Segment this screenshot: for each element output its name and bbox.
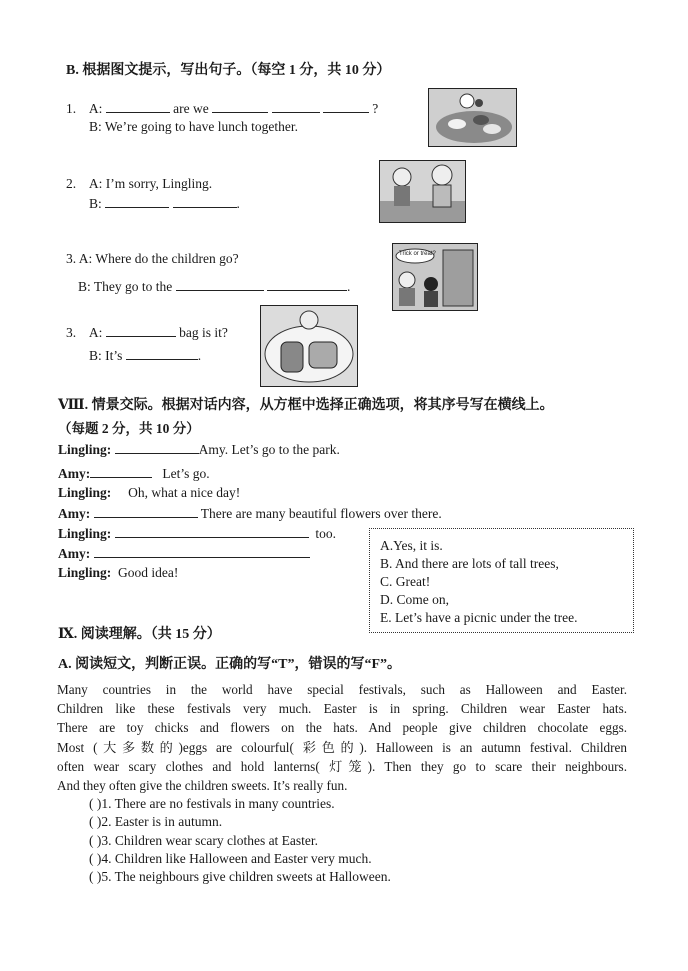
q1-blank-4[interactable] (323, 100, 369, 113)
q4-b-speaker: B: It’s (89, 348, 123, 363)
statement-text: 5. The neighbours give children sweets at Halloween. (101, 869, 391, 884)
dialogue-text-1: Amy. Let’s go to the park. (198, 442, 340, 457)
passage-line: Children like these festivals very much. Easter is in spring. Children wear Easter hats. (57, 701, 627, 717)
q1-answer-b: B: We’re going to have lunch together. (89, 119, 298, 134)
dialogue-line-3 (58, 485, 240, 501)
statement-text: 4. Children like Halloween and Easter very much. (101, 851, 372, 866)
speaker-lingling: Lingling: (58, 485, 112, 500)
q2-children-picture (379, 160, 466, 223)
q4-number: 3. (66, 325, 77, 340)
dialogue-line-2 (58, 465, 210, 482)
q1-a-speaker: A: (88, 101, 103, 116)
q2-b-speaker: B: (89, 196, 102, 211)
answer-paren-3[interactable]: ( ) (89, 833, 102, 848)
q2-answer-line (89, 195, 240, 212)
answer-paren-1[interactable]: ( ) (89, 796, 102, 811)
dialogue-text-5: too. (315, 526, 337, 541)
q3-b-text: B: They go to the (78, 279, 173, 294)
q2-b-end: . (236, 196, 240, 211)
q2-blank-2[interactable] (173, 195, 237, 208)
dialogue-line-4 (58, 505, 442, 522)
section-viii-subheading: （每题 2 分，共 10 分） (58, 421, 200, 436)
q4-bag-picture (260, 305, 358, 387)
dialogue-text-4: There are many beautiful flowers over there. (200, 506, 442, 521)
section-ix-subheading: A. 阅读短文，判断正误。正确的写“T”，错误的写“F”。 (58, 657, 401, 672)
q1-question-line (66, 100, 378, 117)
answer-paren-4[interactable]: ( ) (89, 851, 102, 866)
q2-number: 2. (66, 176, 77, 191)
q4-b-end: . (197, 348, 202, 363)
dialogue-line-6 (58, 545, 310, 562)
speaker-lingling: Lingling: (58, 526, 112, 541)
q1-a-end: ? (372, 101, 379, 116)
dialogue-text-3: Oh, what a nice day! (128, 485, 241, 500)
statement-text: 2. Easter is in autumn. (101, 814, 223, 829)
q4-a-end: bag is it? (179, 325, 228, 340)
dialogue-blank-2[interactable] (90, 465, 152, 478)
q1-blank-2[interactable] (212, 100, 268, 113)
q2-a-text: A: I’m sorry, Lingling. (88, 176, 213, 191)
speaker-amy: Amy: (58, 506, 91, 521)
statement-4 (89, 851, 372, 867)
speaker-lingling: Lingling: (58, 565, 112, 580)
q4-blank-1[interactable] (106, 324, 176, 337)
option-b: B. And there are lots of tall trees, (380, 556, 559, 571)
q1-blank-3[interactable] (272, 100, 320, 113)
q3-halloween-picture (392, 243, 478, 311)
statement-1 (89, 796, 335, 812)
statement-text: 1. There are no festivals in many countries. (101, 796, 335, 811)
q4-blank-1b[interactable] (126, 347, 198, 360)
speaker-lingling: Lingling: (58, 442, 112, 457)
q3-picture-speech: Trick or treat? (399, 251, 436, 257)
section-b-heading: B. 根据图文提示，写出句子。（每空 1 分，共 10 分） (66, 63, 391, 78)
q3-blank-2[interactable] (267, 278, 347, 291)
q1-blank-1[interactable] (106, 100, 170, 113)
q3-b-end: . (347, 279, 351, 294)
answer-paren-5[interactable]: ( ) (89, 869, 102, 884)
dialogue-blank-3[interactable] (94, 505, 198, 518)
statement-text: 3. Children wear scary clothes at Easter. (101, 833, 319, 848)
option-e: E. Let’s have a picnic under the tree. (380, 610, 578, 625)
answer-paren-2[interactable]: ( ) (89, 814, 102, 829)
speaker-amy: Amy: (58, 546, 91, 561)
q1-number: 1. (66, 101, 77, 116)
dialogue-text-2: Let’s go. (162, 466, 210, 481)
passage-line: Many countries in the world have special festivals, such as Halloween and Easter. (57, 682, 627, 697)
option-a: A.Yes, it is. (380, 538, 443, 553)
passage-line: often wear scary clothes and hold lanterns( 灯笼). Then they go to scare their neighbours. (57, 758, 627, 774)
q1-picnic-picture (428, 88, 517, 147)
q4-answer-line (89, 347, 201, 364)
statement-5 (89, 869, 391, 885)
passage-line: There are toy chicks and flowers on the hats. And people give children chocolate eggs. (57, 720, 627, 736)
q1-a-mid: are we (173, 101, 209, 116)
q3-blank-1[interactable] (176, 278, 264, 291)
statement-3 (89, 833, 318, 849)
dialogue-text-7: Good idea! (118, 565, 179, 580)
q3-a-text: A: Where do the children go? (78, 251, 239, 266)
dialogue-line-1 (58, 441, 340, 458)
dialogue-line-7 (58, 565, 178, 581)
q4-a-speaker: A: (88, 325, 103, 340)
dialogue-line-5 (58, 525, 336, 542)
q3-answer-line (78, 278, 350, 295)
section-viii-heading: Ⅷ. 情景交际。根据对话内容，从方框中选择正确选项，将其序号写在横线上。 (58, 398, 554, 413)
option-d: D. Come on, (380, 592, 449, 607)
speaker-amy: Amy: (58, 466, 91, 481)
q2-question-line (66, 176, 212, 192)
dialogue-blank-4[interactable] (115, 525, 309, 538)
reading-passage (57, 680, 627, 795)
q3-question-line (66, 251, 239, 267)
dialogue-blank-1[interactable] (115, 441, 199, 454)
q2-blank-1[interactable] (105, 195, 169, 208)
q3-number: 3. (66, 251, 77, 266)
option-c: C. Great! (380, 574, 431, 589)
q4-question-line (66, 324, 228, 341)
section-ix-heading: Ⅸ. 阅读理解。（共 15 分） (58, 627, 221, 642)
statement-2 (89, 814, 222, 830)
passage-line: And they often give the children sweets. It’s really fun. (57, 778, 348, 794)
dialogue-blank-5[interactable] (94, 545, 310, 558)
passage-line: Most (大多数的)eggs are colourful( 彩色的). Halloween is an autumn festival. Children (57, 739, 627, 755)
